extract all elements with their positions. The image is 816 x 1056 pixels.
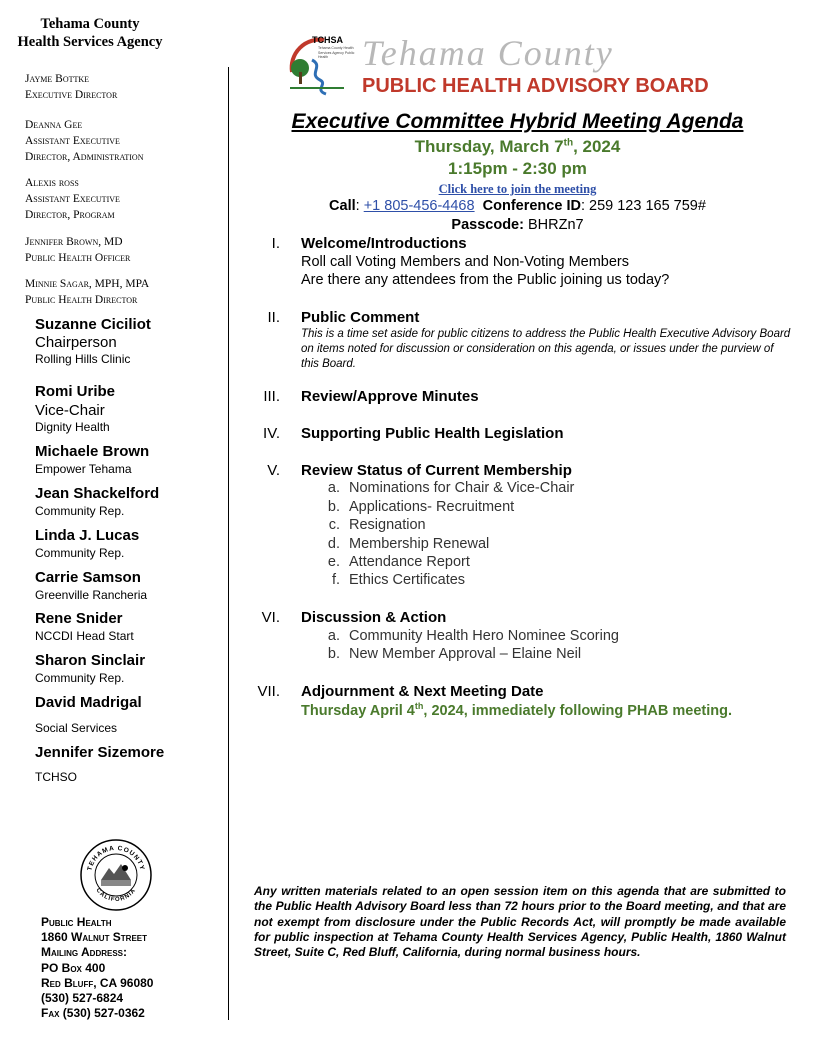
next-meeting-sup: th [414,701,424,711]
seal-top-text: TEHAMA COUNTY [86,844,146,872]
join-meeting-container [235,182,800,197]
staff-entry [25,117,143,165]
agency-name [0,15,180,51]
member-role: Chairperson [35,334,117,351]
call-info: Call: +1 805-456-4468 Conference ID: 259 123 165 759# [329,198,706,214]
logo-badge-text: TCHSA [312,35,343,45]
staff-name: Jayme Bottke [25,73,90,85]
member-name: Sharon Sinclair [35,652,146,669]
sub-item-text: Attendance Report [349,554,470,570]
member-org: Community Rep. [35,546,125,560]
page-title: Executive Committee Hybrid Meeting Agenda [291,110,744,133]
meeting-date-sup: th [563,137,574,149]
logo-badge-subtext: Tehama County Health Services Agency Public Health [318,46,355,59]
staff-entry [25,234,130,266]
staff-entry [25,71,117,103]
county-seal-icon [79,838,153,912]
staff-title: Director, Program [25,209,115,221]
member-org: Empower Tehama [35,462,132,476]
agenda-number: III. [263,388,280,405]
agenda-text: Roll call Voting Members and Non-Voting Members [301,254,630,270]
staff-title: Public Health Director [25,294,138,306]
sub-item-text: Community Health Hero Nominee Scoring [349,628,619,644]
join-meeting-link[interactable]: Click here to join the meeting [438,182,597,196]
staff-entry [25,175,120,223]
address-line: 1860 Walnut Street [41,930,148,945]
member-org: Rolling Hills Clinic [35,352,131,366]
staff-title: Public Health Officer [25,252,131,264]
passcode-value: BHRZn7 [527,217,584,233]
member-org: NCCDI Head Start [35,629,134,643]
agenda-heading: Adjournment & Next Meeting Date [301,683,544,700]
mailing-address [41,915,153,1021]
sub-item-text: Resignation [349,517,426,533]
agenda-heading: Review/Approve Minutes [301,388,479,405]
next-meeting-date [301,701,732,719]
agenda-heading: Review Status of Current Membership [301,462,572,479]
agenda-heading: Supporting Public Health Legislation [301,425,564,442]
call-label: Call [329,198,356,214]
meeting-time: 1:15pm - 2:30 pm [448,159,587,178]
member-name: Michaele Brown [35,443,150,460]
address-line: Red Bluff, CA 96080 [41,975,154,990]
staff-name: Minnie Sagar, MPH, MPA [25,278,150,290]
member-org: TCHSO [35,770,77,784]
staff-entry [25,276,149,308]
member-name: Romi Uribe [35,383,116,400]
sub-item-text: Nominations for Chair & Vice-Chair [349,480,575,496]
sub-item-letter: b. [327,646,340,662]
address-line: Mailing Address: [41,945,127,960]
member-org: Social Services [35,721,118,735]
member-org: Community Rep. [35,504,125,518]
sub-item-text: Applications- Recruitment [349,499,515,515]
sub-item-letter: e. [327,554,340,570]
call-number-link[interactable]: +1 805-456-4468 [363,198,475,214]
staff-name: Deanna Gee [25,119,83,131]
member-name: Jean Shackelford [35,485,160,502]
member-role: Vice-Chair [35,402,105,419]
staff-title: Assistant Executive [25,135,120,147]
next-meeting-suffix: , 2024, immediately following PHAB meeting. [423,702,732,719]
svg-text:TEHAMA COUNTY [86,845,145,872]
staff-title: Executive Director [25,89,118,101]
public-comment-note: This is a time set aside for public citizens to address the Public Health Executive Advisory Board on items noted for discussion or consideration on this agenda, or issues under the purview of this Board. [301,328,791,370]
sub-item-letter: a. [327,480,340,496]
address-line: PO Box 400 [41,960,106,975]
passcode-label: Passcode: [451,217,524,233]
board-logo [284,32,744,102]
sub-item-text: Ethics Certificates [349,572,466,588]
staff-name: Jennifer Brown, MD [25,236,123,248]
staff-name: Alexis ross [25,177,79,189]
agenda-number: II. [267,309,280,326]
member-org: Community Rep. [35,671,125,685]
agenda-number: VI. [261,609,280,626]
meeting-date-text: Thursday, March 7 [414,137,564,156]
public-records-notice: Any written materials related to an open session item on this agenda that are submitted to the Public Health Advisory Board less than 72 hours prior to the Board meeting, and that are not exempt from disclosure under the Public Records Act, will promptly be made available for public inspection at Tehama County Health Services Agency, Public Health, 1860 Walnut Street, Suite C, Red Bluff, California, during normal business hours. [254,884,786,960]
agenda-number: I. [271,235,280,252]
agency-line-2: Health Services Agency [17,34,163,50]
address-line: Fax (530) 527-0362 [41,1006,145,1021]
agenda-heading: Welcome/Introductions [301,235,467,252]
conference-id-value: : 259 123 165 759# [580,198,706,214]
staff-title: Assistant Executive [25,193,120,205]
sub-item-letter: c. [328,517,340,533]
member-name: Rene Snider [35,610,123,627]
agenda-text: Are there any attendees from the Public joining us today? [301,272,670,288]
sub-item-letter: b. [327,499,340,515]
sub-item-letter: a. [327,628,340,644]
logo-script-text: Tehama County [362,33,614,73]
sub-item-text: New Member Approval – Elaine Neil [349,646,582,662]
member-name: David Madrigal [35,694,142,711]
sub-item-letter: f. [331,572,340,588]
agenda-number: VII. [257,683,280,700]
member-name: Jennifer Sizemore [35,744,165,761]
member-org: Greenville Rancheria [35,588,148,602]
passcode-info [235,217,800,233]
address-line: Public Health [41,915,112,929]
member-name: Suzanne Ciciliot [35,316,151,333]
column-divider [228,67,229,1020]
next-meeting-text: Thursday April 4 [301,702,415,719]
member-name: Linda J. Lucas [35,527,140,544]
agenda-heading: Public Comment [301,309,420,326]
address-line: (530) 527-6824 [41,991,124,1006]
agenda-number: IV. [263,425,280,442]
logo-board-text: PUBLIC HEALTH ADVISORY BOARD [362,75,709,97]
member-name: Carrie Samson [35,569,141,586]
meeting-date-year: , 2024 [573,137,621,156]
conference-id-label: Conference ID [482,198,581,214]
svg-text:CALIFORNIA [95,887,138,903]
meeting-date [235,137,800,157]
staff-title: Director, Administration [25,151,144,163]
sub-item-text: Membership Renewal [349,536,490,552]
agency-line-1: Tehama County [40,16,140,32]
agenda-heading: Discussion & Action [301,609,447,626]
member-org: Dignity Health [35,420,110,434]
sub-item-letter: d. [327,536,340,552]
agenda-number: V. [267,462,280,479]
seal-bottom-text: CALIFORNIA [94,887,138,904]
